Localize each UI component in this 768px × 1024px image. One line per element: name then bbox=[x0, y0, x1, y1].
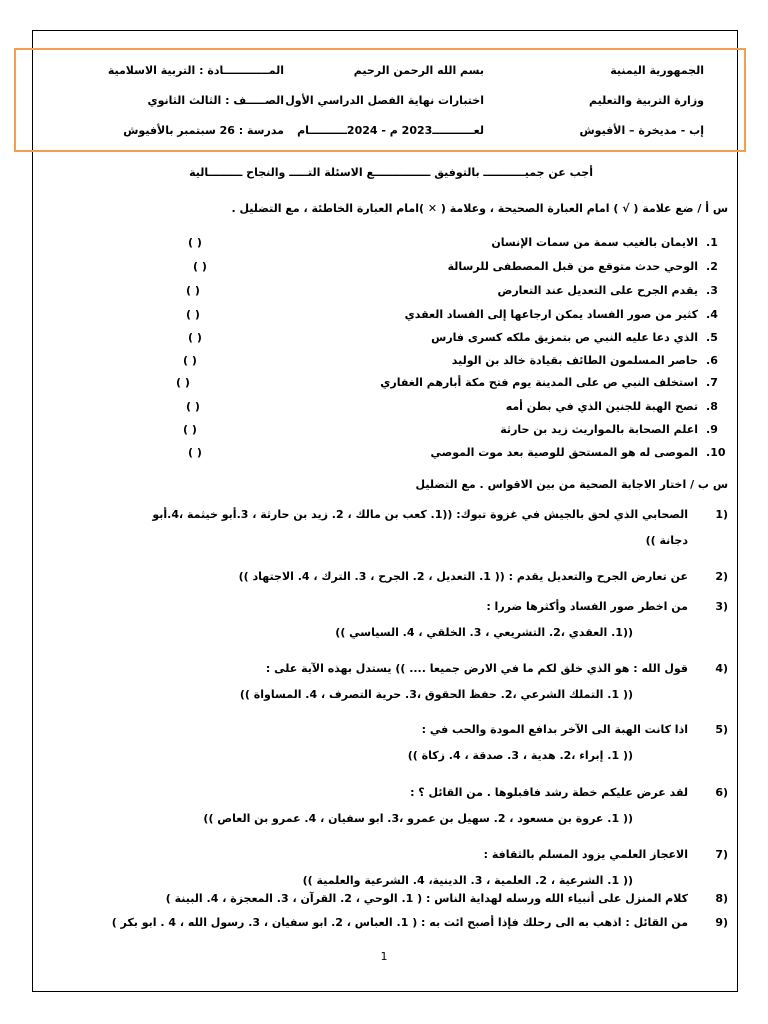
answer-blank[interactable]: ( ) bbox=[188, 236, 202, 249]
item-statement: حاصر المسلمون الطائف بقيادة خالد بن الوليد bbox=[451, 354, 698, 367]
question-text: الاعجاز العلمي يزود المسلم بالثقافة : bbox=[483, 848, 688, 861]
answer-blank[interactable]: ( ) bbox=[183, 423, 197, 436]
multiple-choice-item bbox=[38, 570, 728, 588]
item-statement: يقدم الجرح على التعديل عند التعارض bbox=[497, 284, 698, 297]
question-text: لقد عرض عليكم خطة رشد فاقبلوها . من القائل ؟ : bbox=[410, 786, 688, 799]
page-number: 1 bbox=[380, 950, 388, 963]
school-name: مدرسة : 26 سبتمبر بالأفيوش bbox=[123, 124, 284, 137]
item-number: 2. bbox=[706, 260, 718, 273]
answer-options: (( 1. الشرعية ، 2. العلمية ، 3. الدينية، 4. الشرعية والعلمية )) bbox=[302, 874, 633, 887]
true-false-item bbox=[108, 354, 728, 370]
item-statement: تصح الهبة للجنين الذي في بطن أمه bbox=[505, 400, 698, 413]
answer-blank[interactable]: ( ) bbox=[188, 331, 202, 344]
item-number: 5. bbox=[706, 331, 718, 344]
exam-header bbox=[14, 48, 746, 152]
answer-blank[interactable]: ( ) bbox=[186, 284, 200, 297]
question-text: من اخطر صور الفساد وأكثرها ضررا : bbox=[486, 600, 688, 613]
item-number: 3. bbox=[706, 284, 718, 297]
item-statement: كثير من صور الفساد يمكن ارجاعها إلى الفساد العقدي bbox=[404, 308, 698, 321]
question-number: (5 bbox=[715, 723, 728, 736]
answer-blank[interactable]: ( ) bbox=[176, 376, 190, 389]
subject-label: المــــــــــــادة : التربية الاسلامية bbox=[107, 64, 284, 77]
directorate-name: إب - مديخرة – الأفيوش bbox=[579, 124, 704, 137]
question-number: (2 bbox=[715, 570, 728, 583]
item-number: 8. bbox=[706, 400, 718, 413]
true-false-item bbox=[108, 423, 728, 439]
item-statement: اعلم الصحابة بالمواريث زيد بن حارثة bbox=[500, 423, 698, 436]
answer-blank[interactable]: ( ) bbox=[186, 400, 200, 413]
multiple-choice-item bbox=[38, 786, 728, 836]
answer-options: ((1. العقدي ،2. التشريعي ، 3. الخلقي ، 4. السياسي )) bbox=[335, 626, 633, 639]
item-number: 1. bbox=[706, 236, 718, 249]
item-statement: الوحي حدث متوقع من قبل المصطفى للرسالة bbox=[447, 260, 698, 273]
true-false-item bbox=[108, 308, 728, 324]
item-number: 10. bbox=[706, 446, 726, 459]
answer-blank[interactable]: ( ) bbox=[186, 308, 200, 321]
true-false-item bbox=[108, 331, 728, 347]
question-text: الصحابي الذي لحق بالجيش في غزوة تبوك: ((1. كعب بن مالك ، 2. زيد بن حارثة ، 3.أبو خيثمة ،4.أبو bbox=[152, 508, 688, 521]
true-false-item bbox=[108, 376, 728, 392]
answer-blank[interactable]: ( ) bbox=[188, 446, 202, 459]
multiple-choice-item bbox=[38, 600, 728, 650]
question-text: كلام المنزل على أنبياء الله ورسله لهداية الناس : ( 1. الوحي ، 2. القرآن ، 3. المعجزة ، 4. البينة ) bbox=[165, 892, 688, 905]
answer-options: (( 1. التملك الشرعي ،2. حفظ الحقوق ،3. حرية التصرف ، 4. المساواة )) bbox=[239, 688, 633, 701]
item-statement: استخلف النبي ص على المدينة يوم فتح مكة أبارهم الغفاري bbox=[380, 376, 698, 389]
question-number: (8 bbox=[715, 892, 728, 905]
question-number: (4 bbox=[715, 662, 728, 675]
section-b-title: س ب / اختار الاجابة الصحية من بين الاقواس . مع التضليل bbox=[415, 478, 728, 491]
true-false-item bbox=[108, 400, 728, 416]
question-number: (6 bbox=[715, 786, 728, 799]
item-number: 7. bbox=[706, 376, 718, 389]
greeting-instruction: أجب عن جميـــــــــــ بالتوفيق ـــــــــــــــع الاسئلة التـــــ والنجاح ـــــــــالية bbox=[189, 166, 593, 179]
question-number: (3 bbox=[715, 600, 728, 613]
multiple-choice-item bbox=[38, 892, 728, 910]
multiple-choice-item bbox=[38, 508, 728, 558]
answer-blank[interactable]: ( ) bbox=[193, 260, 207, 273]
multiple-choice-item bbox=[38, 723, 728, 773]
multiple-choice-item bbox=[38, 848, 728, 898]
item-number: 9. bbox=[706, 423, 718, 436]
answer-options: (( 1. عروة بن مسعود ، 2. سهيل بن عمرو ،3. ابو سفيان ، 4. عمرو بن العاص )) bbox=[203, 812, 633, 825]
true-false-item bbox=[108, 446, 728, 462]
grade-label: الصـــــف : الثالث الثانوي bbox=[147, 94, 284, 107]
question-text: اذا كانت الهبة الى الآخر بدافع المودة والحب في : bbox=[421, 723, 688, 736]
item-statement: الذي دعا عليه النبي ص بتمزيق ملكه كسرى فارس bbox=[431, 331, 698, 344]
item-number: 4. bbox=[706, 308, 718, 321]
question-text: قول الله : هو الذي خلق لكم ما في الارض جميعا .... )) يستدل بهذه الآية على : bbox=[265, 662, 688, 675]
item-statement: الايمان بالغيب سمة من سمات الإنسان bbox=[491, 236, 698, 249]
answer-options: دجانة )) bbox=[645, 534, 688, 547]
exam-title: اختبارات نهاية الفصل الدراسي الأول bbox=[285, 94, 484, 107]
question-number: (9 bbox=[715, 916, 728, 929]
multiple-choice-item bbox=[38, 662, 728, 712]
country-name: الجمهورية اليمنية bbox=[610, 64, 704, 77]
section-a-title: س أ / ضع علامة ( √ ) امام العبارة الصحيحة ، وعلامة ( ✕ )امام العبارة الخاطئة ، مع التضليل . bbox=[231, 202, 728, 215]
multiple-choice-item bbox=[38, 916, 728, 934]
question-text: من القائل : اذهب به الى رحلك فإذا أصبح ائت به : ( 1. العباس ، 2. ابو سفيان ، 3. رسول الله ، 4 . ابو بكر ) bbox=[111, 916, 688, 929]
true-false-item bbox=[108, 260, 728, 276]
question-text: عن تعارض الجرح والتعديل يقدم : (( 1. التعديل ، 2. الجرح ، 3. الترك ، 4. الاجتهاد )) bbox=[238, 570, 688, 583]
answer-options: (( 1. إبراء ،2. هدية ، 3. صدقة ، 4. زكاة )) bbox=[407, 749, 633, 762]
answer-blank[interactable]: ( ) bbox=[183, 354, 197, 367]
true-false-item bbox=[108, 284, 728, 300]
ministry-name: وزارة التربية والتعليم bbox=[589, 94, 704, 107]
basmala: بسم الله الرحمن الرحيم bbox=[353, 64, 484, 77]
item-number: 6. bbox=[706, 354, 718, 367]
academic-year: لعـــــــــــ2023 م - 2024ــــــــــام bbox=[297, 124, 484, 137]
question-number: (1 bbox=[715, 508, 728, 521]
question-number: (7 bbox=[715, 848, 728, 861]
item-statement: الموصى له هو المستحق للوصية بعد موت الموصي bbox=[430, 446, 698, 459]
true-false-item bbox=[108, 236, 728, 252]
